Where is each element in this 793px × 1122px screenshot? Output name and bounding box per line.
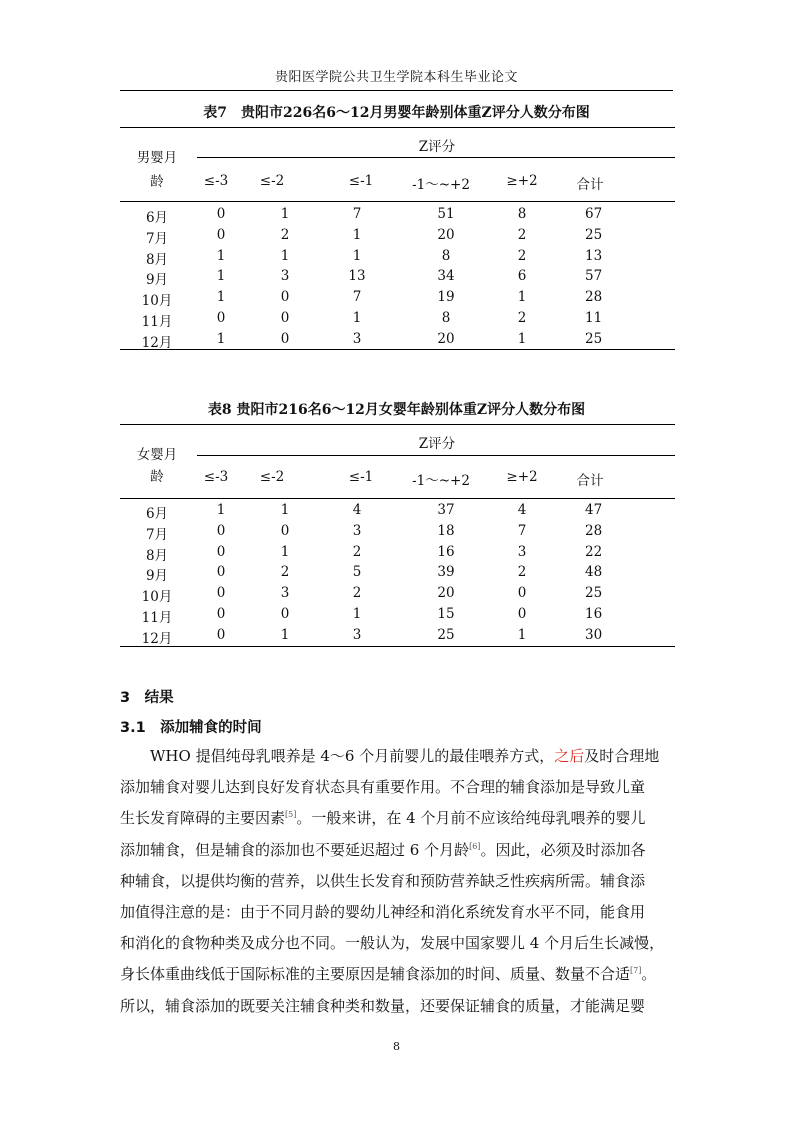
column-header: -1～~+2 [412, 473, 470, 489]
paragraph-line: 加值得注意的是：由于不同月龄的婴幼儿神经和消化系统发育水平不同，能食用 [120, 903, 646, 922]
row-label: 12月 [141, 630, 173, 647]
table-caption: 表8 贵阳市216名6～12月女婴年龄别体重Z评分人数分布图 [207, 402, 586, 418]
row-header: 龄 [150, 469, 164, 485]
table-cell: 1 [517, 330, 527, 347]
table-cell: 1 [517, 289, 527, 306]
table-cell: 3 [352, 626, 362, 643]
paragraph-line: WHO 提倡纯母乳喂养是 4～6 个月前婴儿的最佳喂养方式，之后及时合理地 [150, 747, 660, 765]
row-label: 11月 [141, 610, 173, 626]
column-header: 合计 [576, 177, 604, 193]
table-cell: 3 [352, 522, 362, 539]
row-label: 9月 [145, 568, 169, 585]
table-cell: 16 [437, 543, 455, 560]
table-cell: 2 [280, 564, 290, 581]
table-cell: 8 [441, 247, 451, 264]
table-cell: 0 [216, 522, 226, 539]
table-cell: 4 [352, 502, 362, 518]
table-cell: 2 [517, 247, 527, 264]
group-header: Z评分 [418, 139, 456, 155]
highlighted-text: 之后 [554, 747, 585, 765]
table-cell: 8 [517, 206, 527, 222]
table-cell: 0 [280, 330, 290, 347]
table-cell: 16 [585, 606, 603, 622]
table-cell: 4 [517, 502, 527, 518]
table-cell: 0 [280, 310, 290, 326]
table-bottom-rule [120, 646, 675, 647]
table-cell: 15 [437, 606, 455, 622]
body-paragraph [120, 741, 674, 1022]
table-cell: 1 [280, 626, 290, 643]
table-cell: 47 [585, 502, 603, 518]
table-cell: 7 [352, 206, 362, 222]
column-header: ≥+2 [506, 469, 538, 485]
paragraph-line: 添加辅食对婴儿达到良好发育状态具有重要作用。不合理的辅食添加是导致儿童 [120, 778, 646, 797]
citation-ref[interactable]: [6] [469, 841, 481, 851]
table-cell: 57 [585, 268, 603, 285]
table-cell: 8 [441, 310, 451, 326]
column-header: -1～~+2 [412, 177, 470, 193]
table-cell: 20 [437, 330, 455, 347]
table-cell: 1 [216, 247, 226, 264]
table-cell: 7 [352, 289, 362, 306]
table-cell: 1 [280, 247, 290, 264]
table-cell: 0 [216, 543, 226, 560]
table-cell: 34 [437, 268, 455, 285]
table-bottom-rule [120, 349, 675, 350]
row-label: 6月 [145, 506, 169, 522]
table-cell: 30 [585, 626, 603, 643]
row-header: 女婴月 [136, 447, 178, 463]
table-cell: 18 [437, 522, 455, 539]
table-cell: 22 [585, 543, 603, 560]
table-cell: 3 [280, 268, 290, 285]
paragraph-line: 种辅食，以提供均衡的营养，以供生长发育和预防营养缺乏性疾病所需。辅食添 [120, 871, 646, 890]
group-header-rule [197, 157, 675, 158]
group-header: Z评分 [418, 436, 456, 452]
section-heading: 3 结果 [120, 690, 174, 706]
row-label: 8月 [145, 547, 169, 564]
table-cell: 1 [216, 502, 226, 518]
paragraph-line: 所以，辅食添加的既要关注辅食种类和数量，还要保证辅食的质量，才能满足婴 [120, 996, 646, 1015]
table-cell: 25 [437, 626, 455, 643]
table-cell: 67 [585, 206, 603, 222]
table-cell: 37 [437, 502, 455, 518]
table-cell: 0 [216, 206, 226, 222]
table-cell: 0 [517, 606, 527, 622]
table-cell: 1 [280, 543, 290, 560]
table-cell: 0 [280, 289, 290, 306]
table-cell: 25 [585, 226, 603, 243]
column-header: ≤-3 [203, 173, 229, 189]
table-caption: 表7 贵阳市226名6～12月男婴年龄别体重Z评分人数分布图 [203, 105, 590, 121]
table-cell: 1 [352, 606, 362, 622]
row-label: 11月 [141, 314, 173, 330]
table-cell: 25 [585, 585, 603, 602]
table-cell: 28 [585, 522, 603, 539]
table-cell: 48 [585, 564, 603, 581]
table-cell: 0 [216, 585, 226, 602]
paragraph-line: 和消化的食物种类及成分也不同。一般认为，发展中国家婴儿 4 个月后生长减慢， [120, 934, 665, 953]
row-header: 男婴月 [136, 150, 178, 166]
table-cell: 1 [280, 502, 290, 518]
table-cell: 6 [517, 268, 527, 285]
group-header-rule [197, 455, 675, 456]
page-number: 8 [393, 1040, 400, 1053]
table-cell: 0 [216, 606, 226, 622]
table-cell: 0 [280, 606, 290, 622]
citation-ref[interactable]: [5] [285, 810, 297, 820]
table-cell: 2 [517, 226, 527, 243]
column-header: ≥+2 [506, 173, 538, 189]
paragraph-line: 身长体重曲线低于国际标准的主要原因是辅食添加的时间、质量、数量不合适[7]。 [120, 965, 657, 984]
table-cell: 5 [352, 564, 362, 581]
table-top-rule [120, 424, 675, 425]
table-cell: 1 [280, 206, 290, 222]
table-cell: 11 [585, 310, 603, 326]
table-cell: 19 [437, 289, 455, 306]
row-label: 10月 [141, 589, 173, 606]
table-top-rule [120, 127, 675, 128]
table-cell: 39 [437, 564, 455, 581]
table-cell: 1 [352, 310, 362, 326]
table-cell: 1 [216, 330, 226, 347]
row-label: 7月 [145, 230, 169, 247]
table-cell: 20 [437, 585, 455, 602]
table-cell: 0 [216, 310, 226, 326]
row-label: 7月 [145, 526, 169, 543]
paragraph-line: 添加辅食，但是辅食的添加也不要延迟超过 6 个月龄[6]。因此，必须及时添加各 [120, 840, 646, 859]
table-cell: 0 [216, 226, 226, 243]
row-header: 龄 [150, 174, 164, 190]
table-cell: 51 [437, 206, 455, 222]
table-cell: 25 [585, 330, 603, 347]
table-cell: 1 [216, 289, 226, 306]
header-rule [120, 90, 673, 91]
paragraph-line: 生长发育障碍的主要因素[5]。一般来讲，在 4 个月前不应该给纯母乳喂养的婴儿 [120, 809, 646, 828]
table-cell: 2 [517, 564, 527, 581]
table-cell: 13 [585, 247, 603, 264]
column-header: ≤-1 [348, 173, 374, 189]
column-header: 合计 [576, 473, 604, 489]
table-cell: 2 [352, 543, 362, 560]
column-header: ≤-3 [203, 469, 229, 485]
row-label: 6月 [145, 210, 169, 226]
row-label: 12月 [141, 334, 173, 351]
column-header: ≤-2 [259, 469, 285, 485]
table-cell: 2 [352, 585, 362, 602]
table-cell: 0 [280, 522, 290, 539]
table-cell: 3 [517, 543, 527, 560]
page-header: 贵阳医学院公共卫生学院本科生毕业论文 [274, 70, 518, 85]
table-cell: 1 [216, 268, 226, 285]
table-cell: 0 [216, 564, 226, 581]
row-label: 9月 [145, 272, 169, 289]
table-cell: 3 [352, 330, 362, 347]
citation-ref[interactable]: [7] [630, 966, 642, 976]
table-cell: 0 [216, 626, 226, 643]
table-cell: 20 [437, 226, 455, 243]
table-header-rule [120, 201, 675, 202]
table-cell: 1 [517, 626, 527, 643]
table-cell: 28 [585, 289, 603, 306]
row-label: 10月 [141, 293, 173, 310]
subsection-heading: 3.1 添加辅食的时间 [120, 720, 262, 736]
table-cell: 3 [280, 585, 290, 602]
table-cell: 2 [280, 226, 290, 243]
table-cell: 1 [352, 247, 362, 264]
table-cell: 13 [348, 268, 366, 285]
column-header: ≤-2 [259, 173, 285, 189]
table-header-rule [120, 498, 675, 499]
table-cell: 0 [517, 585, 527, 602]
row-label: 8月 [145, 251, 169, 268]
table-cell: 2 [517, 310, 527, 326]
table-cell: 1 [352, 226, 362, 243]
column-header: ≤-1 [348, 469, 374, 485]
table-cell: 7 [517, 522, 527, 539]
